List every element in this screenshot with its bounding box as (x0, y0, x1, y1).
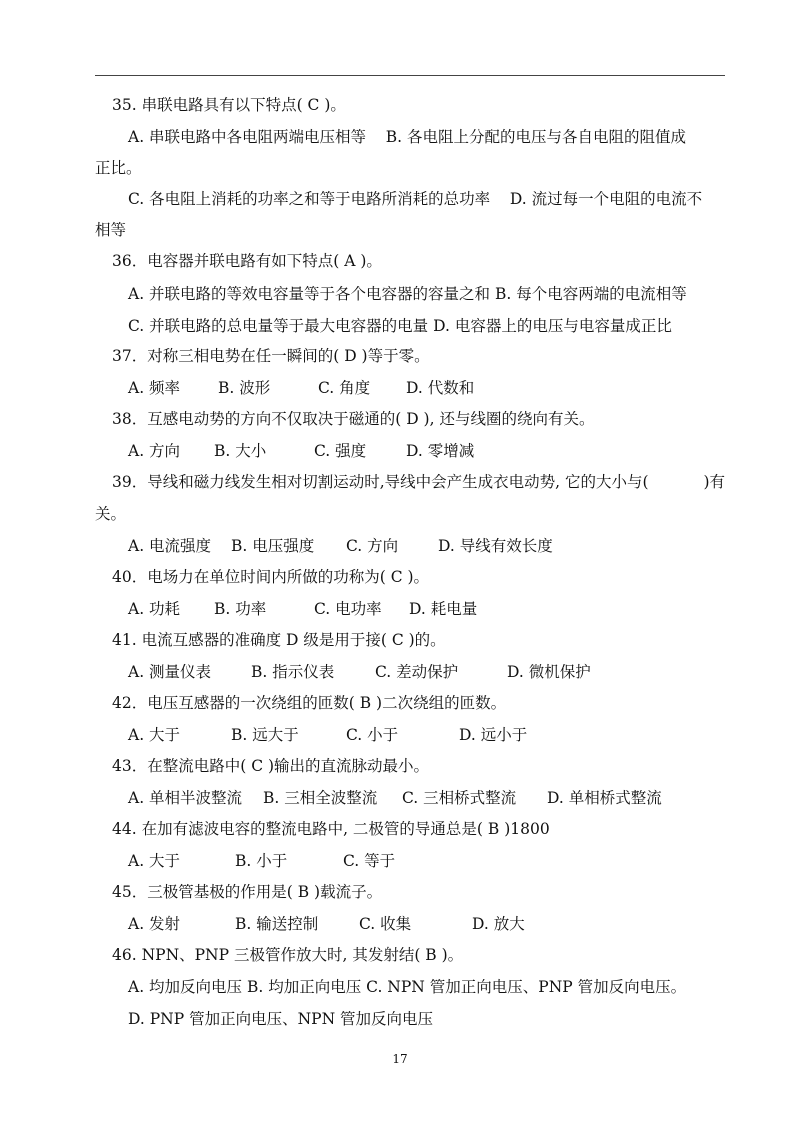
q40-option-a: A. 功耗 (128, 600, 181, 618)
q43-option-a: A. 单相半波整流 (128, 789, 243, 807)
q38-option-a: A. 方向 (128, 442, 181, 460)
q42-option-d: D. 远小于 (459, 726, 528, 744)
q35-option-b: B. 各电阻上分配的电压与各自电阻的阻值成 (385, 128, 687, 146)
q38-options (128, 441, 474, 461)
q44-options (128, 851, 395, 871)
q43-stem: 43．在整流电路中( C )输出的直流脉动最小。 (112, 757, 430, 775)
q45-stem: 45．三极管基极的作用是( B )载流子。 (112, 883, 383, 901)
q40-option-d: D. 耗电量 (409, 600, 478, 618)
q42-option-c: C. 小于 (346, 726, 399, 744)
q39-option-a: A. 电流强度 (128, 537, 212, 555)
page-number: 17 (392, 1052, 408, 1066)
q43-option-d: D. 单相桥式整流 (547, 789, 662, 807)
q41-option-c: C. 差动保护 (375, 663, 459, 681)
q36-stem: 36．电容器并联电路有如下特点( A )。 (112, 252, 382, 270)
q41-option-d: D. 微机保护 (507, 663, 591, 681)
q37-options (128, 378, 474, 398)
q44-stem: 44. 在加有滤波电容的整流电路中, 二极管的导通总是( B )1800 (112, 820, 550, 838)
q38-stem: 38．互感电动势的方向不仅取决于磁通的( D ), 还与线圈的绕向有关。 (112, 410, 595, 428)
q40-option-b: B. 功率 (214, 600, 267, 618)
q45-option-b: B. 输送控制 (235, 915, 319, 933)
q36-options-line2: C. 并联电路的总电量等于最大电容器的电量 D. 电容器上的电压与电容量成正比 (128, 317, 672, 335)
q39-option-d: D. 导线有效长度 (438, 537, 553, 555)
q35-continuation2: 相等 (95, 221, 127, 239)
q40-option-c: C. 电功率 (314, 600, 382, 618)
q45-options (128, 914, 525, 934)
q38-option-c: C. 强度 (314, 442, 367, 460)
q46-stem: 46. NPN、PNP 三极管作放大时, 其发射结( B )。 (112, 946, 464, 964)
q44-option-c: C. 等于 (343, 852, 396, 870)
q37-option-a: A. 频率 (128, 379, 181, 397)
header-rule (95, 75, 725, 76)
q35-options-line1 (128, 127, 686, 147)
q43-option-b: B. 三相全波整流 (263, 789, 378, 807)
q38-option-d: D. 零增减 (406, 442, 475, 460)
q35-option-c: C. 各电阻上消耗的功率之和等于电路所消耗的总功率 (128, 190, 491, 208)
q35-option-a: A. 串联电路中各电阻两端电压相等 (128, 128, 367, 146)
q41-stem: 41. 电流互感器的准确度 D 级是用于接( C )的。 (112, 631, 446, 649)
q39-continuation: 关。 (95, 505, 127, 523)
q35-option-d: D. 流过每一个电阻的电流不 (509, 190, 703, 208)
q35-continuation1: 正比。 (95, 159, 142, 177)
q45-option-d: D. 放大 (472, 915, 525, 933)
q37-option-b: B. 波形 (218, 379, 271, 397)
q43-options (128, 788, 662, 808)
q39-stem-tail: )有 (703, 473, 725, 491)
q46-options-line2: D. PNP 管加正向电压、NPN 管加反向电压 (128, 1010, 434, 1028)
q45-option-a: A. 发射 (128, 915, 181, 933)
q42-option-b: B. 远大于 (231, 726, 299, 744)
q39-options (128, 536, 553, 556)
q35-options-line2 (128, 189, 702, 209)
q39-stem (112, 472, 725, 492)
q42-option-a: A. 大于 (128, 726, 181, 744)
q40-options (128, 599, 477, 619)
q41-option-a: A. 测量仪表 (128, 663, 212, 681)
q39-option-b: B. 电压强度 (231, 537, 315, 555)
q36-options-line1: A. 并联电路的等效电容量等于各个电容器的容量之和 B. 每个电容两端的电流相等 (128, 285, 687, 303)
q44-option-a: A. 大于 (128, 852, 181, 870)
q41-option-b: B. 指示仪表 (251, 663, 335, 681)
q42-stem: 42．电压互感器的一次绕组的匝数( B )二次绕组的匝数。 (112, 694, 507, 712)
q38-option-b: B. 大小 (214, 442, 267, 460)
q39-stem-main: 39．导线和磁力线发生相对切割运动时,导线中会产生成衣电动势, 它的大小与( (112, 473, 649, 491)
q46-options-line1: A. 均加反向电压 B. 均加正向电压 C. NPN 管加正向电压、PNP 管加反向电压。 (128, 978, 687, 996)
q37-option-d: D. 代数和 (406, 379, 475, 397)
q37-option-c: C. 角度 (318, 379, 371, 397)
q35-stem: 35. 串联电路具有以下特点( C )。 (112, 96, 346, 114)
q42-options (128, 725, 527, 745)
q45-option-c: C. 收集 (359, 915, 412, 933)
q41-options (128, 662, 591, 682)
q40-stem: 40．电场力在单位时间内所做的功称为( C )。 (112, 568, 430, 586)
q44-option-b: B. 小于 (235, 852, 288, 870)
q39-option-c: C. 方向 (346, 537, 399, 555)
q43-option-c: C. 三相桥式整流 (402, 789, 517, 807)
q37-stem: 37．对称三相电势在任一瞬间的( D )等于零。 (112, 347, 430, 365)
